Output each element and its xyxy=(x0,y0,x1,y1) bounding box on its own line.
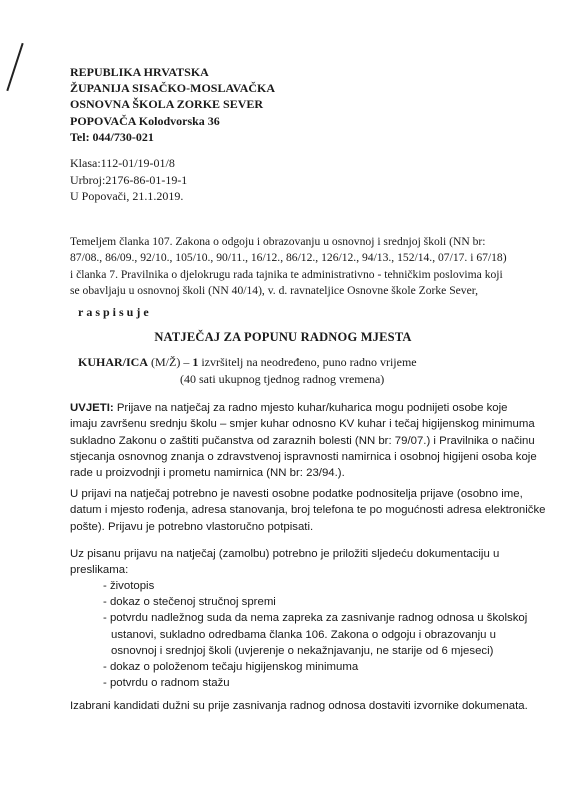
position-gender: (M/Ž) – xyxy=(148,355,193,369)
conditions-label: UVJETI: xyxy=(70,402,114,414)
list-item: - potvrdu nadležnog suda da nema zapreka za zasnivanje radnog odnosa u školskoj xyxy=(103,612,528,625)
list-item-continuation: ustanovi, sukladno odredbama članka 106. Zakona o odgoju i obrazovanju u xyxy=(111,628,497,641)
place-date: U Popovači, 21.1.2019. xyxy=(70,189,184,203)
institution-header xyxy=(70,64,275,145)
intro-line: se obavljaju u osnovnoj školi (NN 40/14), v. d. ravnateljice Osnovne škole Zorke Sever, xyxy=(70,283,479,297)
documentation-paragraph xyxy=(70,546,520,579)
closing-sentence: Izabrani kandidati dužni su prije zasnivanja radnog odnosa dostaviti izvornike dokumenata. xyxy=(70,700,528,712)
urbroj-ref: Urbroj:2176-86-01-19-1 xyxy=(70,172,188,187)
intro-line: i članka 7. Pravilnika o djelokrugu rada tajnika te administrativno - tehničkim poslovima koji xyxy=(70,267,503,281)
conditions-line: rade u proizvodnji i prometu namirnica (NN br: 23/94.). xyxy=(70,467,345,480)
header-line-county: ŽUPANIJA SISAČKO-MOSLAVAČKA xyxy=(70,81,276,96)
intro-line: 87/08., 86/09., 92/10., 105/10., 90/11., 16/12., 86/12., 126/12., 94/13., 152/14., 07/17. i 67/18) xyxy=(70,251,507,265)
list-item: - dokaz o stečenoj stručnoj spremi xyxy=(103,596,276,609)
conditions-paragraph xyxy=(70,400,537,481)
application-line: pošte). Prijavu je potrebno vlastoručno potpisati. xyxy=(70,520,314,533)
header-line-phone: Tel: 044/730-021 xyxy=(70,129,154,144)
position-hours: (40 sati ukupnog tjednog radnog vremena) xyxy=(180,372,385,386)
intro-paragraph xyxy=(70,234,510,299)
pen-stroke-mark xyxy=(6,43,23,91)
conditions-line: stjecanja osnovnog znanja o zdravstvenoj ispravnosti namirnica i osobnoj higijeni osoba koje xyxy=(70,450,537,463)
list-item: - životopis xyxy=(103,580,155,592)
conditions-line: Prijave na natječaj za radno mjesto kuhar/kuharica mogu podnijeti osobe koje xyxy=(113,402,508,414)
conditions-line: sukladno Zakonu o zaštiti pučanstva od zaraznih bolesti (NN br: 79/07.) i Pravilnika o načinu xyxy=(70,434,535,447)
header-line-country: REPUBLIKA HRVATSKA xyxy=(70,65,209,79)
application-line: U prijavi na natječaj potrebno je navesti osobne podatke podnositelja prijave (osobno ime, xyxy=(70,488,523,500)
application-line: datum i mjesto rođenja, adresa stanovanja, broj telefona te po mogućnosti adresa elektroničke xyxy=(70,504,546,517)
klasa-ref: Klasa:112-01/19-01/8 xyxy=(70,156,175,170)
documentation-line: preslikama: xyxy=(70,564,129,577)
conditions-line: imaju završenu srednju školu – smjer kuhar odnosno KV kuhar i tečaj higijenskog minimuma xyxy=(70,418,535,431)
header-line-school: OSNOVNA ŠKOLA ZORKE SEVER xyxy=(70,97,264,112)
list-item: - potvrdu o radnom stažu xyxy=(103,677,230,690)
list-item: - dokaz o položenom tečaju higijenskog minimuma xyxy=(103,661,359,674)
documentation-line: Uz pisanu prijavu na natječaj (zamolbu) potrebno je priložiti sljedeću dokumentaciju u xyxy=(70,548,500,560)
intro-line: Temeljem članka 107. Zakona o odgoju i obrazovanju u osnovnoj i srednjoj školi (NN br: xyxy=(70,235,486,248)
reference-block xyxy=(70,155,187,205)
position-line xyxy=(78,355,417,370)
application-paragraph xyxy=(70,486,546,535)
position-count: 1 xyxy=(192,355,199,369)
position-name: KUHAR/ICA xyxy=(78,355,149,369)
header-line-address: POPOVAČA Kolodvorska 36 xyxy=(70,113,220,128)
list-item-continuation: osnovnoj i srednjoj školi (uvjerenje o nekažnjavanju, ne starije od 6 mjeseci) xyxy=(111,644,494,657)
raspisuje-label: raspisuje xyxy=(78,305,152,319)
document-title: NATJEČAJ ZA POPUNU RADNOG MJESTA xyxy=(154,330,412,344)
required-documents-list xyxy=(103,578,527,691)
position-terms: izvršitelj na neodređeno, puno radno vrijeme xyxy=(198,355,417,369)
